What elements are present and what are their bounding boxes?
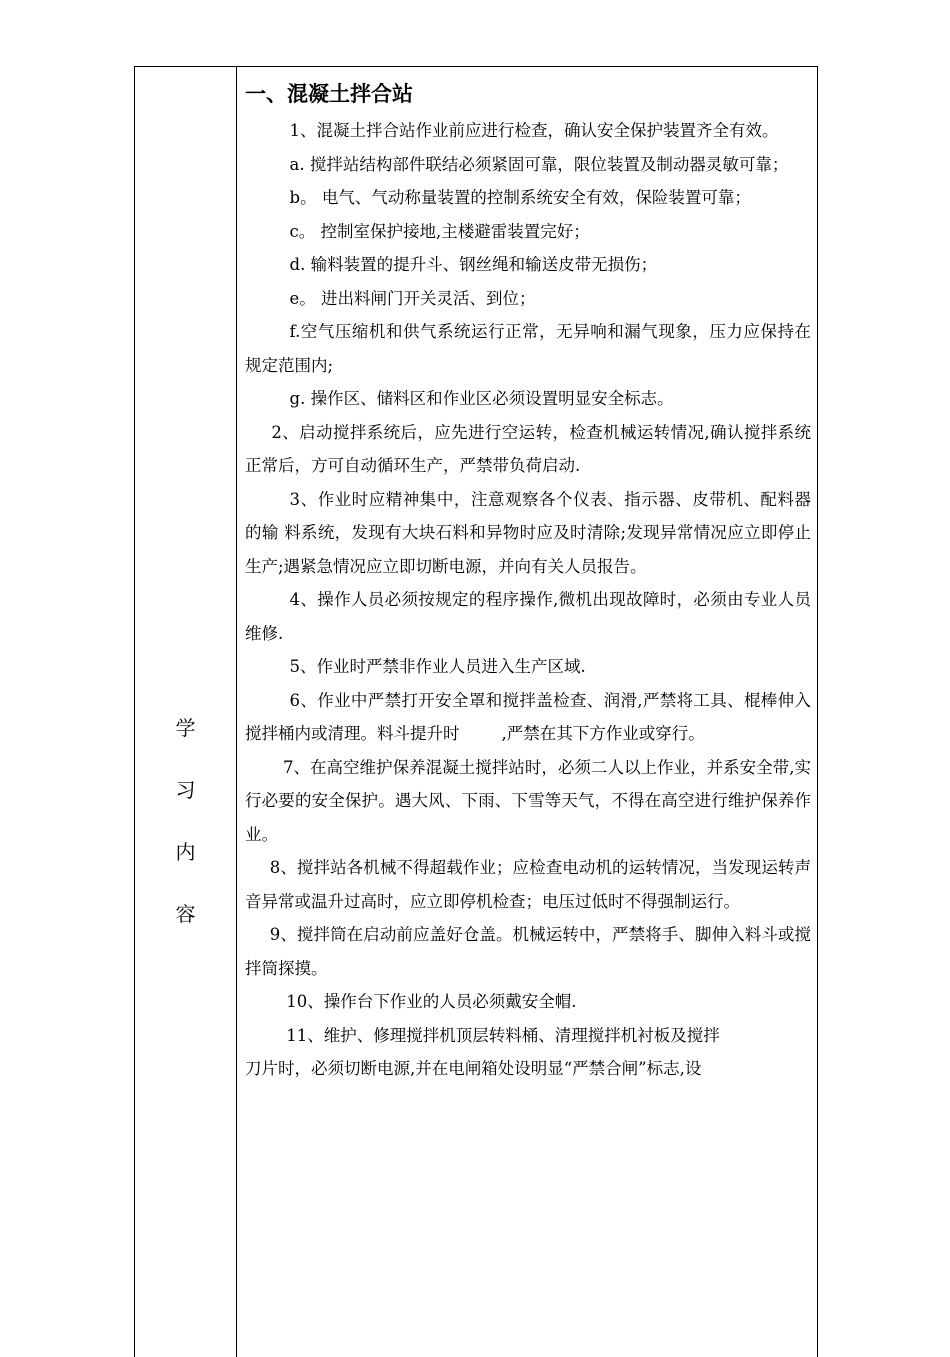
side-label-char: 习: [175, 778, 196, 802]
paragraph: e。 进出料闸门开关灵活、到位；: [289, 288, 536, 308]
paragraph: 7、在高空维护保养混凝土搅拌站时，必须二人以上作业，并系安全带,实行必要的安全保护。遇大风、下雨、下雪等天气，不得在高空进行维护保养作业。: [245, 757, 811, 844]
section-heading: 一、混凝土拌合站: [245, 81, 413, 106]
side-label-char: 内: [175, 840, 196, 864]
paragraph: 10、操作台下作业的人员必须戴安全帽.: [286, 992, 577, 1011]
content-cell: [245, 67, 811, 1086]
paragraph: 8、搅拌站各机械不得超载作业；应检查电动机的运转情况，当发现运转声音异常或温升过高时，应立即停机检查；电压过低时不得强制运行。: [245, 858, 811, 911]
paragraph: 刀片时，必须切断电源,并在电闸箱处设明显“严禁合闸”标志,设: [245, 1059, 702, 1078]
paragraph: 9、搅拌筒在启动前应盖好仓盖。机械运转中，严禁将手、脚伸入料斗或搅拌筒探摸。: [245, 925, 811, 978]
paragraph: 1、混凝土拌合站作业前应进行检查，确认安全保护装置齐全有效。: [289, 121, 779, 140]
paragraph: a. 搅拌站结构部件联结必须紧固可靠，限位装置及制动器灵敏可靠；: [289, 154, 789, 174]
paragraph: 6、作业中严禁打开安全罩和搅拌盖检查、润滑,严禁将工具、棍棒伸入搅拌桶内或清理。料斗提升时 ,严禁在其下方作业或穿行。: [245, 690, 811, 743]
content-table: [134, 66, 818, 1357]
side-label-char: 学: [175, 716, 196, 740]
paragraph: f.空气压缩机和供气系统运行正常，无异响和漏气现象，压力应保持在规定范围内;: [245, 322, 811, 375]
paragraph: b。 电气、气动称量装置的控制系统安全有效，保险装置可靠；: [289, 188, 751, 207]
paragraph: 5、作业时严禁非作业人员进入生产区域.: [289, 657, 586, 676]
paragraph: 3、作业时应精神集中，注意观察各个仪表、指示器、皮带机、配料器的输 料系统，发现有大块石料和异物时应及时清除;发现异常情况应立即停止生产;遇紧急情况应立即切断电源，并向有关人员报告。: [245, 489, 811, 576]
side-label: [135, 697, 236, 945]
paragraph: 11、维护、修理搅拌机顶层转料桶、清理搅拌机衬板及搅拌: [286, 1025, 720, 1045]
paragraph: d. 输料装置的提升斗、钢丝绳和输送皮带无损伤；: [289, 255, 658, 274]
paragraph: c。 控制室保护接地,主楼避雷装置完好；: [289, 221, 590, 241]
paragraph: 2、启动搅拌系统后，应先进行空运转，检查机械运转情况,确认搅拌系统正常后，方可自动循环生产，严禁带负荷启动.: [245, 422, 811, 475]
side-label-char: 容: [175, 902, 196, 926]
paragraph: 4、操作人员必须按规定的程序操作,微机出现故障时，必须由专业人员维修.: [245, 590, 811, 643]
paragraph: g. 操作区、储料区和作业区必须设置明显安全标志。: [289, 389, 674, 408]
column-divider: [236, 67, 237, 1357]
